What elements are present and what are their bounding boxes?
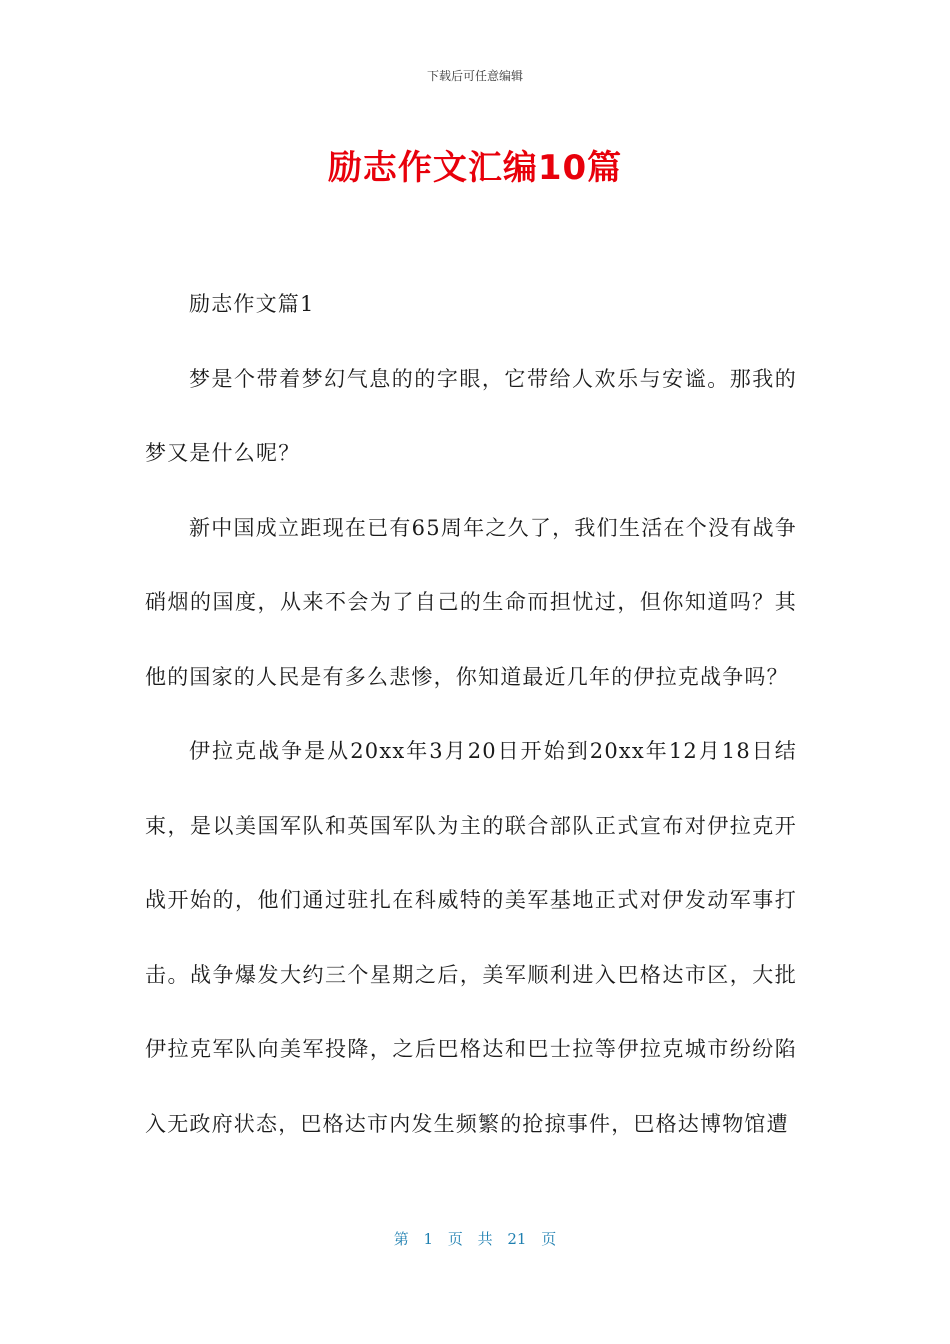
document-body (145, 267, 797, 1161)
page-footer: 第 1 页 共 21 页 (393, 1230, 557, 1248)
paragraph: 梦是个带着梦幻气息的的字眼，它带给人欢乐与安谧。那我的梦又是什么呢？ (145, 366, 797, 465)
paragraph: 伊拉克战争是从20xx年3月20日开始到20xx年12月18日结束，是以美国军队和英国军队为主的联合部队正式宣布对伊拉克开战开始的，他们通过驻扎在科威特的美军基地正式对伊发动军事打击。战争爆发大约三个星期之后，美军顺利进入巴格达市区，大批伊拉克军队向美军投降，之后巴格达和巴士拉等伊拉克城市纷纷陷入无政府状态，巴格达市内发生频繁的抢掠事件，巴格达博物馆遭 (145, 739, 797, 1136)
paragraph: 新中国成立距现在已有65周年之久了，我们生活在个没有战争硝烟的国度，从来不会为了自己的生命而担忧过，但你知道吗？其他的国家的人民是有多么悲惨，你知道最近几年的伊拉克战争吗？ (145, 515, 797, 689)
header-note: 下载后可任意编辑 (426, 69, 523, 83)
section-heading: 励志作文篇1 (189, 292, 315, 316)
document-title: 励志作文汇编10篇 (327, 148, 623, 188)
